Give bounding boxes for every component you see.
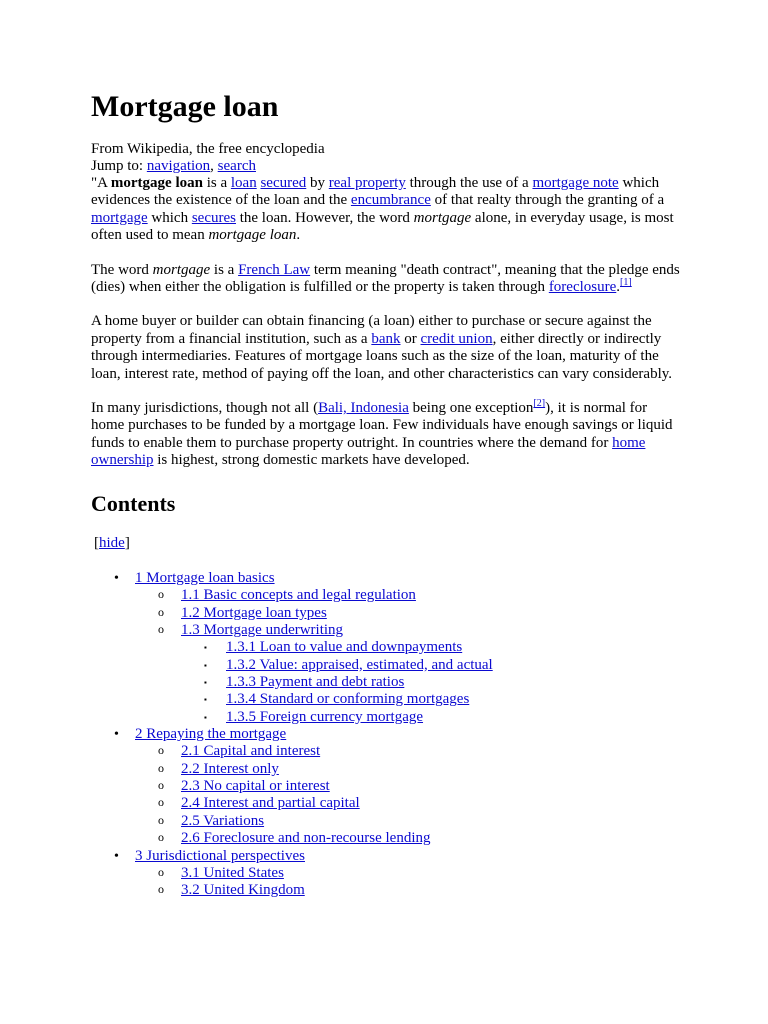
toc-item <box>91 657 691 674</box>
text-run: A home buyer or builder can obtain financing (a loan) either to purchase or secure against the property from a financial institution, such as a <box>91 313 652 347</box>
intro-paragraph <box>91 175 681 245</box>
toc-item <box>91 691 691 708</box>
text-run: which <box>147 209 192 226</box>
toc-item <box>91 743 691 760</box>
text-run: which evidences the existence of the loan and the <box>91 175 660 209</box>
toc-link[interactable]: 1.3.1 Loan to value and downpayments <box>226 639 463 656</box>
toc-link[interactable]: 1.3.4 Standard or conforming mortgages <box>226 691 470 708</box>
toc-item <box>91 605 691 622</box>
text-run: term meaning "death contract", meaning that the pledge ends (dies) when either the obligation is fulfilled or the property is taken through <box>91 261 680 296</box>
reference-1-link[interactable]: [1] <box>620 277 632 289</box>
toc-item <box>91 709 691 726</box>
jurisdictions-paragraph <box>91 400 681 470</box>
credit-union-link[interactable]: credit union <box>420 330 493 347</box>
toc-link[interactable]: 1 Mortgage loan basics <box>135 570 275 586</box>
bali-indonesia-link[interactable]: Bali, Indonesia <box>318 400 409 417</box>
toc-item <box>91 674 691 691</box>
toc-link[interactable]: 1.2 Mortgage loan types <box>181 604 327 621</box>
toc-item <box>91 830 691 847</box>
financing-paragraph <box>91 313 681 383</box>
text-run: The word <box>91 261 153 278</box>
toc-link[interactable]: 2.6 Foreclosure and non-recourse lending <box>181 830 431 847</box>
toc-link[interactable]: 3.1 United States <box>181 864 284 881</box>
toc-link[interactable]: 1.3.3 Payment and debt ratios <box>226 674 405 691</box>
bullet-icon: o <box>158 830 164 845</box>
secures-link[interactable]: secures <box>191 209 236 226</box>
bullet-icon: o <box>158 795 164 810</box>
article-body <box>91 175 681 487</box>
real-property-link[interactable]: real property <box>328 175 406 191</box>
bullet-icon: o <box>158 778 164 793</box>
bullet-icon: • <box>114 571 119 586</box>
bullet-icon: ▪ <box>204 643 207 653</box>
bullet-icon: o <box>158 604 164 619</box>
bullet-icon: o <box>158 743 164 758</box>
text-run: . <box>616 279 621 296</box>
bracket: [ <box>94 535 99 551</box>
text-run: . <box>296 227 301 244</box>
toc-link[interactable]: 2.1 Capital and interest <box>181 743 321 760</box>
toc-item <box>91 848 691 865</box>
toc-link[interactable]: 2.4 Interest and partial capital <box>181 795 360 812</box>
bullet-icon: • <box>114 848 119 864</box>
jump-links <box>91 158 691 175</box>
bullet-icon: o <box>158 760 164 775</box>
toc-item <box>91 639 691 656</box>
toc-link[interactable]: 1.3.5 Foreign currency mortgage <box>226 708 424 725</box>
toc-item <box>91 726 691 743</box>
text-run: or <box>400 330 421 347</box>
bullet-icon: o <box>158 587 164 602</box>
table-of-contents <box>91 570 691 900</box>
toc-item <box>91 778 691 795</box>
text-run: "A <box>91 175 111 191</box>
bullet-icon: ▪ <box>204 660 207 670</box>
text-run: In many jurisdictions, though not all ( <box>91 400 319 417</box>
toc-item <box>91 813 691 830</box>
page-title: Mortgage loan <box>91 90 279 123</box>
mortgage-link[interactable]: mortgage <box>91 209 148 226</box>
bold-term: mortgage loan <box>110 175 203 191</box>
text-run: by <box>306 175 329 191</box>
toc-item <box>91 865 691 882</box>
text-run: is highest, strong domestic markets have developed. <box>153 452 470 469</box>
etymology-paragraph <box>91 262 681 297</box>
toc-item <box>91 587 691 604</box>
french-law-link[interactable]: French Law <box>238 261 311 278</box>
text-run: ), it is normal for home purchases to be funded by a mortgage loan. Few individuals have enough savings or liquid funds to enable them to purchase property outright. In countries where the demand for <box>91 400 673 451</box>
foreclosure-link[interactable]: foreclosure <box>548 279 617 296</box>
toc-list <box>91 570 691 900</box>
bullet-icon: ▪ <box>204 678 207 688</box>
toc-link[interactable]: 2.2 Interest only <box>181 760 279 777</box>
contents-heading: Contents <box>91 491 176 516</box>
home-ownership-link[interactable]: home ownership <box>91 434 646 469</box>
toc-item <box>91 795 691 812</box>
text-run: of that realty through the granting of a <box>430 192 665 209</box>
toc-item <box>91 570 691 587</box>
jump-label: Jump to: <box>91 158 144 175</box>
toc-toggle <box>94 535 130 552</box>
toc-link[interactable]: 1.3 Mortgage underwriting <box>181 622 344 639</box>
bullet-icon: o <box>158 864 164 879</box>
encumbrance-link[interactable]: encumbrance <box>350 192 431 209</box>
toc-item <box>91 761 691 778</box>
jump-separator: , <box>210 158 214 175</box>
tagline: From Wikipedia, the free encyclopedia <box>91 141 325 157</box>
toc-link[interactable]: 1.1 Basic concepts and legal regulation <box>181 587 416 604</box>
toc-link[interactable]: 3 Jurisdictional perspectives <box>135 847 305 864</box>
italic-term: mortgage <box>152 261 211 278</box>
bullet-icon: • <box>114 727 119 743</box>
text-run: through the use of a <box>405 175 533 191</box>
text-run: is a <box>210 261 239 278</box>
loan-link[interactable]: loan <box>230 175 257 191</box>
bullet-icon: ▪ <box>204 695 207 705</box>
italic-term: mortgage loan <box>208 227 297 244</box>
hide-toc-link[interactable]: hide <box>99 535 125 551</box>
bracket: ] <box>124 535 130 551</box>
bullet-icon: o <box>158 882 164 897</box>
bullet-icon: o <box>158 812 164 827</box>
navigation-link[interactable]: navigation <box>146 158 211 175</box>
text-run: being one exception <box>408 400 534 417</box>
secured-link[interactable]: secured <box>260 175 307 191</box>
mortgage-note-link[interactable]: mortgage note <box>532 175 619 191</box>
toc-item <box>91 622 691 639</box>
toc-link[interactable]: 2.5 Variations <box>181 812 265 829</box>
toc-link[interactable]: 1.3.2 Value: appraised, estimated, and actual <box>226 656 493 673</box>
article-meta <box>91 141 691 176</box>
italic-term: mortgage <box>413 209 472 226</box>
text-run: alone, in everyday usage, is most often used to mean <box>91 209 674 244</box>
bullet-icon: ▪ <box>204 712 207 722</box>
text-run: the loan. However, the word <box>235 209 414 226</box>
bank-link[interactable]: bank <box>371 330 401 347</box>
search-link[interactable]: search <box>217 158 256 175</box>
toc-item <box>91 882 691 899</box>
text-run: is a <box>202 175 231 191</box>
bullet-icon: o <box>158 622 164 637</box>
toc-link[interactable]: 2 Repaying the mortgage <box>135 726 287 743</box>
reference-2-link[interactable]: [2] <box>533 398 546 410</box>
toc-link[interactable]: 2.3 No capital or interest <box>181 778 330 795</box>
text-run: , either directly or indirectly through intermediaries. Features of mortgage loans such as the size of the loan, maturity of the loan, interest rate, method of paying off the loan, and other characteristics can vary considerably. <box>91 330 673 382</box>
toc-link[interactable]: 3.2 United Kingdom <box>181 882 305 899</box>
